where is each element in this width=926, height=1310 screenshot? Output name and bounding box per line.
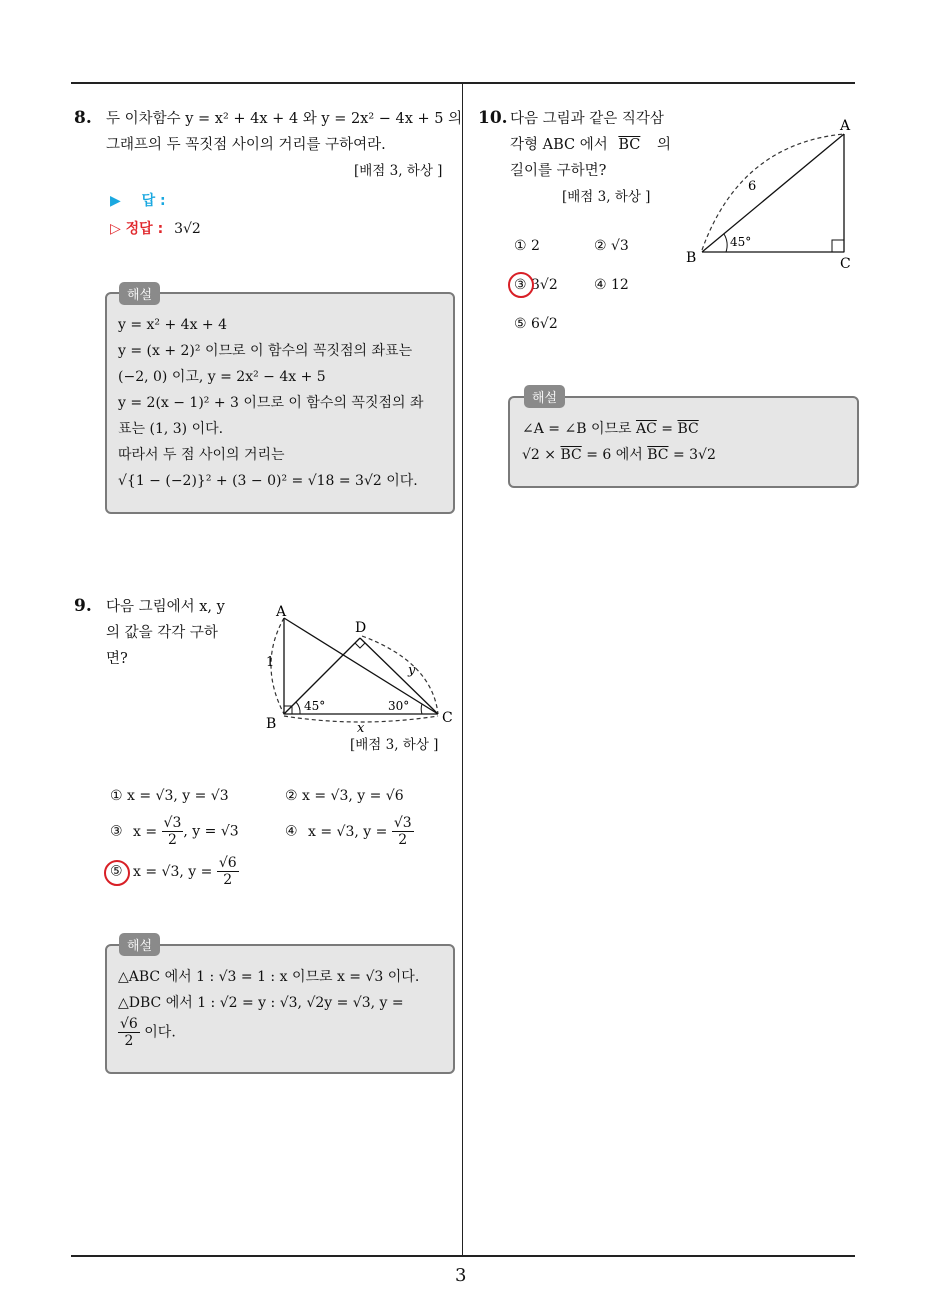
q9-label-side: 1 [266, 655, 275, 670]
q8-correct-value: 3√2 [174, 221, 201, 237]
q9-line1: 다음 그림에서 x, y [106, 599, 225, 615]
q9-option-4-num: √3 [393, 815, 412, 831]
play-outline-icon: ▷ [110, 221, 121, 237]
q9-option-3-post: , y = √3 [183, 823, 239, 840]
q10-explain-line2 [522, 442, 716, 468]
q10-explain2-bc2: $\overline{BC}$ [647, 447, 669, 463]
q8-explain-line: (−2, 0) 이고, y = 2x² − 4x + 5 [118, 369, 326, 385]
q9-points: [배점 3, 하상 ] [350, 737, 439, 753]
q9-number: 9. [74, 596, 92, 616]
q9-explain-line2: △DBC 에서 1 : √2 = y : √3, √2y = √3, y = [118, 995, 404, 1011]
q10-option-5[interactable]: ⑤ 6√2 [514, 316, 558, 332]
q8-explain-line: y = x² + 4x + 4 [118, 317, 228, 333]
q10-selected-answer-circle [508, 272, 534, 298]
q9-option-5-num: √6 [218, 855, 237, 871]
q10-explain2-post: = 3√2 [672, 447, 716, 463]
q9-option-3-den: 2 [168, 832, 177, 848]
q10-number: 10. [478, 108, 508, 128]
q8-line2: 그래프의 두 꼭짓점 사이의 거리를 구하여라. [106, 137, 386, 153]
q9-selected-answer-circle [104, 860, 130, 886]
q10-label-side: 6 [748, 179, 757, 194]
q10-explain2-mid: = 6 에서 [586, 447, 643, 463]
q8-explain-tag: 해설 [119, 282, 160, 305]
q9-line2: 의 값을 각각 구하 [106, 625, 218, 641]
q9-option-3[interactable] [110, 815, 239, 848]
q10-line2-post: 의 [657, 137, 672, 153]
q9-label-angle-b: 45° [304, 699, 326, 713]
q9-option-5-frac [217, 855, 239, 888]
q9-option-3-pre: x = [133, 823, 158, 840]
q10-explain2-pre: √2 × [522, 447, 557, 463]
q10-line1: 다음 그림과 같은 직각삼 [510, 111, 664, 127]
play-icon: ▶ [110, 193, 121, 209]
q9-explain-den: 2 [124, 1033, 134, 1049]
q9-explain-num: √6 [120, 1016, 138, 1032]
q9-label-angle-c: 30° [388, 699, 410, 713]
q9-option-5-pre: x = √3, y = [133, 863, 213, 880]
q9-option-5-den: 2 [223, 872, 233, 888]
q9-label-a: A [276, 604, 287, 620]
q10-explain1-ac: $\overline{AC}$ [635, 421, 657, 437]
page-number: 3 [455, 1265, 467, 1286]
q8-points: [배점 3, 하상 ] [354, 163, 443, 179]
q9-option-4-pre: x = √3, y = [308, 823, 388, 840]
q9-explain-line1: △ABC 에서 1 : √3 = 1 : x 이므로 x = √3 이다. [118, 969, 420, 985]
top-rule [71, 82, 855, 84]
q10-option-1[interactable]: ① 2 [514, 238, 540, 254]
q10-line3: 길이를 구하면? [510, 163, 607, 179]
q9-label-b: B [266, 716, 277, 732]
q9-option-2[interactable]: ② x = √3, y = √6 [285, 788, 404, 804]
q9-option-3-frac [162, 815, 184, 848]
q10-explain1-bc: $\overline{BC}$ [677, 421, 699, 437]
q8-explain-line: 따라서 두 점 사이의 거리는 [118, 447, 285, 463]
q10-explain-tag: 해설 [524, 385, 565, 408]
q9-option-3-mark: ③ [110, 823, 123, 840]
q9-label-c: C [442, 710, 453, 726]
q8-correct-row [110, 218, 201, 238]
q10-line2-pre: 각형 ABC 에서 [510, 137, 608, 153]
q9-label-x: x [357, 721, 365, 734]
q9-label-d: D [355, 620, 367, 636]
q8-correct-label: 정답 : [125, 221, 164, 237]
q10-option-3[interactable]: ③ 3√2 [514, 277, 558, 293]
q10-figure [680, 114, 860, 274]
q9-line3: 면? [106, 651, 128, 667]
q9-explain-post: 이다. [144, 1024, 176, 1041]
q10-option-4[interactable]: ④ 12 [594, 277, 629, 293]
q10-label-angle-b: 45° [730, 235, 752, 249]
q10-explain2-bc: $\overline{BC}$ [560, 447, 582, 463]
q9-figure [262, 604, 462, 734]
q10-label-b: B [686, 250, 697, 266]
q8-line1: 두 이차함수 y = x² + 4x + 4 와 y = 2x² − 4x + 5 의 [106, 111, 463, 127]
q8-explain-line: √{1 − (−2)}² + (3 − 0)² = √18 = 3√2 이다. [118, 473, 418, 489]
q8-number: 8. [74, 108, 92, 128]
q8-explain-line: 표는 (1, 3) 이다. [118, 421, 224, 437]
q8-explain-line: y = (x + 2)² 이므로 이 함수의 꼭짓점의 좌표는 [118, 343, 413, 359]
q9-option-1[interactable]: ① x = √3, y = √3 [110, 788, 229, 804]
q10-label-c: C [840, 256, 851, 272]
q10-option-2[interactable]: ② √3 [594, 238, 629, 254]
q9-explain-tag: 해설 [119, 933, 160, 956]
q9-option-4[interactable] [285, 815, 414, 848]
q9-option-4-mark: ④ [285, 823, 298, 840]
q10-label-a: A [840, 118, 851, 134]
q10-points: [배점 3, 하상 ] [562, 189, 651, 205]
q8-answer-label: 답 : [141, 193, 166, 209]
q8-explain-line: y = 2(x − 1)² + 3 이므로 이 함수의 꼭짓점의 좌 [118, 395, 424, 411]
column-divider [462, 84, 463, 1257]
q9-option-4-den: 2 [398, 832, 408, 848]
q9-option-3-num: √3 [163, 815, 182, 831]
q10-line2 [510, 132, 671, 158]
q10-explain1-pre: ∠A = ∠B 이므로 [522, 421, 632, 437]
q8-explain-text [118, 312, 424, 494]
q8-answer-row [110, 190, 166, 210]
q10-explain-line1 [522, 416, 699, 442]
q10-line2-bc: $\overline{BC}$ [618, 137, 641, 153]
q9-explain-line3 [118, 1016, 176, 1049]
q9-label-y: y [408, 663, 416, 678]
q9-explain-frac [118, 1016, 140, 1049]
q9-option-4-frac [392, 815, 414, 848]
q9-option-5-mark: ⑤ [110, 863, 123, 880]
bottom-rule [71, 1255, 855, 1257]
q10-explain1-eq: = [661, 421, 673, 437]
